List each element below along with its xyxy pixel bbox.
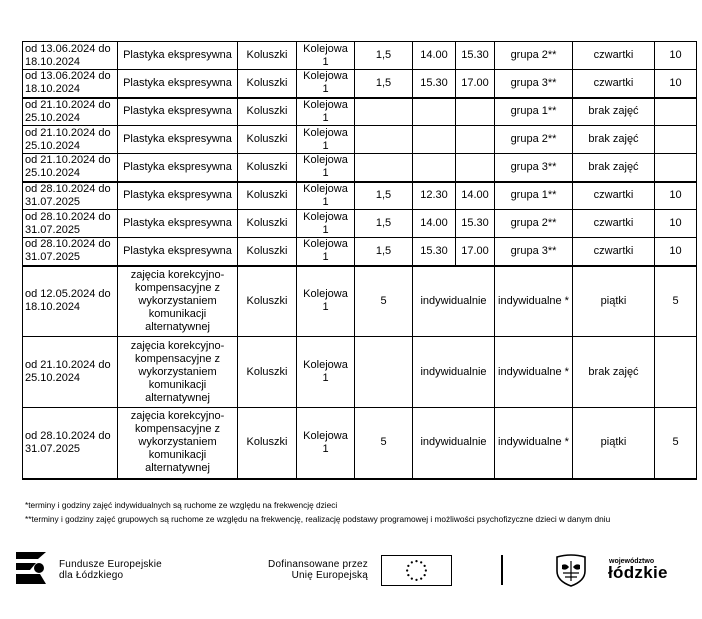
time-cell: indywidualnie	[413, 408, 495, 479]
participants-cell: 10	[655, 210, 697, 238]
weekday-cell: czwartki	[573, 238, 655, 266]
date-range-cell: od 13.06.2024 do 18.10.2024	[23, 42, 118, 70]
time-from-cell	[413, 98, 456, 126]
street-cell: Kolejowa 1	[297, 126, 355, 154]
table-row	[23, 266, 697, 337]
date-range-cell: od 13.06.2024 do 18.10.2024	[23, 70, 118, 98]
time-to-cell	[456, 154, 495, 182]
group-cell: grupa 3**	[495, 70, 573, 98]
weekday-cell: piątki	[573, 266, 655, 337]
time-to-cell: 17.00	[456, 238, 495, 266]
time-to-cell: 15.30	[456, 210, 495, 238]
group-cell: grupa 3**	[495, 154, 573, 182]
date-range-cell: od 28.10.2024 do 31.07.2025	[23, 408, 118, 479]
date-range-cell: od 28.10.2024 do 31.07.2025	[23, 182, 118, 210]
date-range-cell: od 21.10.2024 do 25.10.2024	[23, 98, 118, 126]
lodzkie-logo-caption: województwo	[609, 558, 655, 565]
group-cell: grupa 2**	[495, 210, 573, 238]
logo-divider	[501, 555, 503, 585]
city-cell: Koluszki	[238, 42, 297, 70]
participants-cell	[655, 126, 697, 154]
group-cell: indywidualne *	[495, 266, 573, 337]
table-row	[23, 98, 697, 126]
time-from-cell: 14.00	[413, 42, 456, 70]
date-range-cell: od 21.10.2024 do 25.10.2024	[23, 337, 118, 408]
time-from-cell: 15.30	[413, 238, 456, 266]
time-to-cell: 15.30	[456, 42, 495, 70]
street-cell: Kolejowa 1	[297, 210, 355, 238]
weekday-cell: brak zajęć	[573, 126, 655, 154]
participants-cell: 5	[655, 408, 697, 479]
activity-name-cell: Plastyka ekspresywna	[118, 98, 238, 126]
weekday-cell: piątki	[573, 408, 655, 479]
group-cell: indywidualne *	[495, 337, 573, 408]
lodzkie-logo-wordmark: łódzkie	[608, 563, 668, 582]
schedule-table	[22, 41, 697, 480]
activity-name-cell: Plastyka ekspresywna	[118, 42, 238, 70]
date-range-cell: od 12.05.2024 do 18.10.2024	[23, 266, 118, 337]
participants-cell: 10	[655, 42, 697, 70]
hours-cell: 5	[355, 408, 413, 479]
table-row	[23, 154, 697, 182]
table-row	[23, 210, 697, 238]
weekday-cell: czwartki	[573, 210, 655, 238]
street-cell: Kolejowa 1	[297, 337, 355, 408]
time-cell: indywidualnie	[413, 266, 495, 337]
time-to-cell: 17.00	[456, 70, 495, 98]
european-funds-logo-icon	[14, 550, 48, 586]
participants-cell: 5	[655, 266, 697, 337]
footnotes	[25, 498, 610, 526]
weekday-cell: brak zajęć	[573, 98, 655, 126]
funding-logos-footer	[0, 548, 702, 593]
group-cell: grupa 1**	[495, 182, 573, 210]
footnote-individual: *terminy i godziny zajęć indywidualnych są ruchome ze względu na frekwencję dzieci	[25, 500, 338, 510]
time-to-cell	[456, 98, 495, 126]
hours-cell: 1,5	[355, 210, 413, 238]
time-from-cell: 15.30	[413, 70, 456, 98]
time-to-cell: 14.00	[456, 182, 495, 210]
hours-cell	[355, 337, 413, 408]
hours-cell	[355, 126, 413, 154]
table-row	[23, 70, 697, 98]
participants-cell: 10	[655, 238, 697, 266]
hours-cell	[355, 98, 413, 126]
street-cell: Kolejowa 1	[297, 408, 355, 479]
weekday-cell: czwartki	[573, 42, 655, 70]
activity-name-cell: zajęcia korekcyjno-kompensacyjne z wykorzystaniem komunikacji alternatywnej	[118, 337, 238, 408]
table-row	[23, 42, 697, 70]
activity-name-cell: Plastyka ekspresywna	[118, 70, 238, 98]
time-from-cell: 14.00	[413, 210, 456, 238]
street-cell: Kolejowa 1	[297, 98, 355, 126]
participants-cell: 10	[655, 70, 697, 98]
eu-flag-icon	[381, 555, 452, 586]
city-cell: Koluszki	[238, 210, 297, 238]
street-cell: Kolejowa 1	[297, 42, 355, 70]
activity-name-cell: zajęcia korekcyjno-kompensacyjne z wykorzystaniem komunikacji alternatywnej	[118, 266, 238, 337]
street-cell: Kolejowa 1	[297, 182, 355, 210]
group-cell: indywidualne *	[495, 408, 573, 479]
activity-name-cell: Plastyka ekspresywna	[118, 182, 238, 210]
table-row	[23, 337, 697, 408]
street-cell: Kolejowa 1	[297, 154, 355, 182]
group-cell: grupa 2**	[495, 42, 573, 70]
hours-cell: 1,5	[355, 70, 413, 98]
city-cell: Koluszki	[238, 154, 297, 182]
table-row	[23, 182, 697, 210]
city-cell: Koluszki	[238, 70, 297, 98]
activity-name-cell: zajęcia korekcyjno-kompensacyjne z wykorzystaniem komunikacji alternatywnej	[118, 408, 238, 479]
city-cell: Koluszki	[238, 98, 297, 126]
group-cell: grupa 1**	[495, 98, 573, 126]
street-cell: Kolejowa 1	[297, 238, 355, 266]
activity-name-cell: Plastyka ekspresywna	[118, 238, 238, 266]
table-row	[23, 238, 697, 266]
time-from-cell	[413, 126, 456, 154]
street-cell: Kolejowa 1	[297, 266, 355, 337]
city-cell: Koluszki	[238, 126, 297, 154]
city-cell: Koluszki	[238, 408, 297, 479]
european-funds-logo-text: Fundusze Europejskie dla Łódzkiego	[59, 559, 162, 581]
eu-cofinanced-logo-text: Dofinansowane przez Unię Europejską	[268, 559, 368, 581]
time-to-cell	[456, 126, 495, 154]
lodzkie-crest-icon	[551, 553, 591, 587]
city-cell: Koluszki	[238, 238, 297, 266]
time-cell: indywidualnie	[413, 337, 495, 408]
group-cell: grupa 2**	[495, 126, 573, 154]
time-from-cell: 12.30	[413, 182, 456, 210]
participants-cell: 10	[655, 182, 697, 210]
street-cell: Kolejowa 1	[297, 70, 355, 98]
hours-cell: 1,5	[355, 238, 413, 266]
participants-cell	[655, 337, 697, 408]
hours-cell	[355, 154, 413, 182]
date-range-cell: od 28.10.2024 do 31.07.2025	[23, 238, 118, 266]
participants-cell	[655, 154, 697, 182]
table-row	[23, 408, 697, 479]
table-row	[23, 126, 697, 154]
weekday-cell: czwartki	[573, 182, 655, 210]
activity-name-cell: Plastyka ekspresywna	[118, 126, 238, 154]
city-cell: Koluszki	[238, 266, 297, 337]
hours-cell: 5	[355, 266, 413, 337]
footnote-group: **terminy i godziny zajęć grupowych są ruchome ze względu na frekwencję, realizację podstawy programowej i możliwości psychofizyczne dzieci w danym dniu	[25, 514, 611, 524]
hours-cell: 1,5	[355, 42, 413, 70]
date-range-cell: od 21.10.2024 do 25.10.2024	[23, 126, 118, 154]
hours-cell: 1,5	[355, 182, 413, 210]
participants-cell	[655, 98, 697, 126]
time-from-cell	[413, 154, 456, 182]
weekday-cell: brak zajęć	[573, 337, 655, 408]
activity-name-cell: Plastyka ekspresywna	[118, 154, 238, 182]
weekday-cell: czwartki	[573, 70, 655, 98]
group-cell: grupa 3**	[495, 238, 573, 266]
weekday-cell: brak zajęć	[573, 154, 655, 182]
activity-name-cell: Plastyka ekspresywna	[118, 210, 238, 238]
date-range-cell: od 21.10.2024 do 25.10.2024	[23, 154, 118, 182]
city-cell: Koluszki	[238, 182, 297, 210]
date-range-cell: od 28.10.2024 do 31.07.2025	[23, 210, 118, 238]
city-cell: Koluszki	[238, 337, 297, 408]
